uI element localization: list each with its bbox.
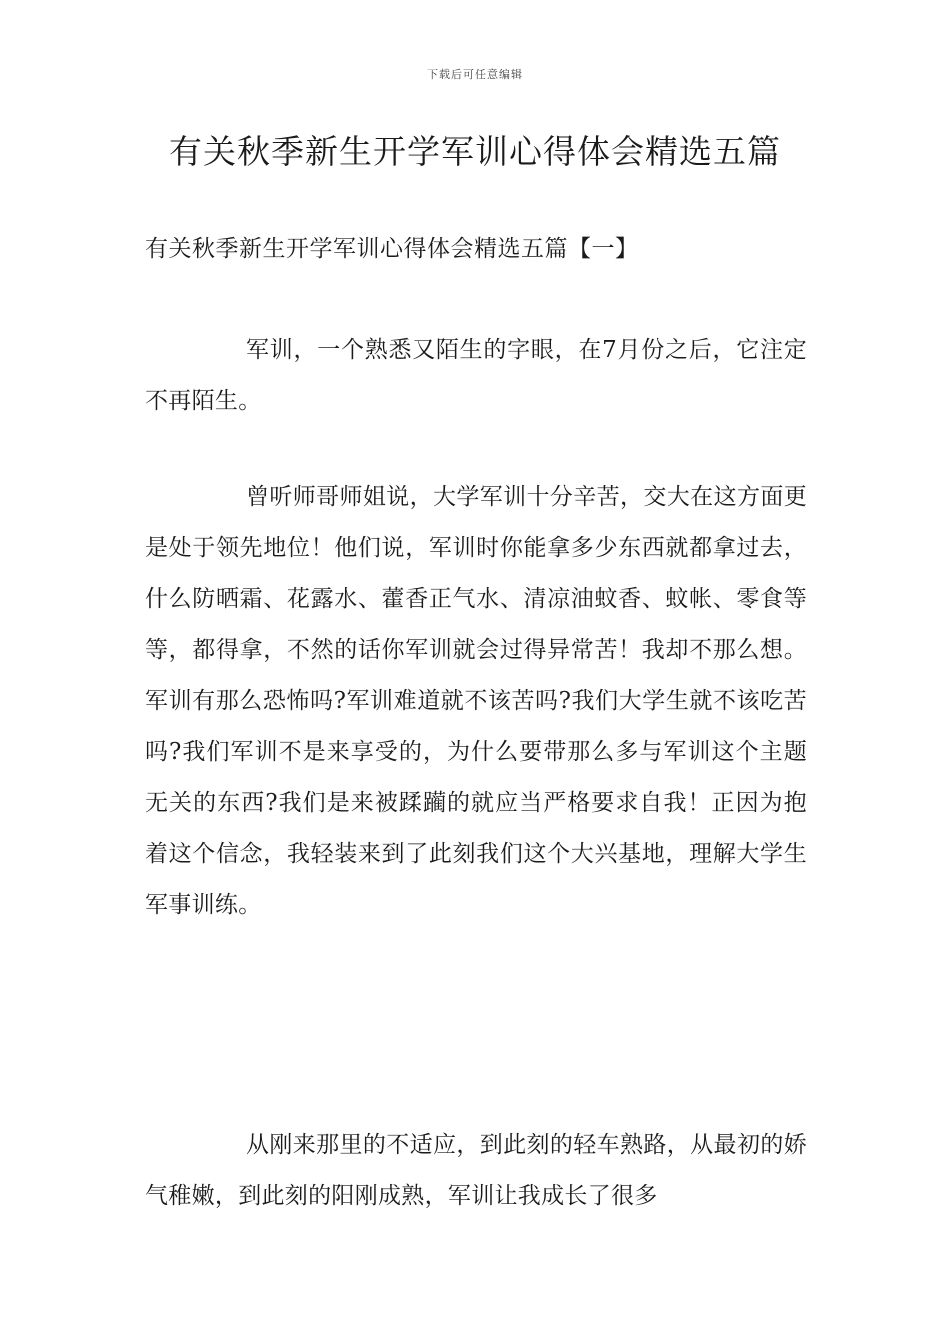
paragraph: 曾听师哥师姐说，大学军训十分辛苦，交大在这方面更是处于领先地位！他们说，军训时你能拿多少东西就都拿过去，什么防晒霜、花露水、藿香正气水、清凉油蚊香、蚊帐、零食等等，都得拿，不然的话你军训就会过得异常苦！我却不那么想。军训有那么恐怖吗?军训难道就不该苦吗?我们大学生就不该吃苦吗?我们军训不是来享受的，为什么要带那么多与军训这个主题无关的东西?我们是来被蹂躏的就应当严格要求自我！正因为抱着这个信念，我轻装来到了此刻我们这个大兴基地，理解大学生军事训练。 [145, 484, 807, 918]
header-note: 下载后可任意编辑 [427, 68, 523, 81]
section-heading: 有关秋季新生开学军训心得体会精选五篇【一】 [145, 236, 639, 262]
paragraph: 从刚来那里的不适应，到此刻的轻车熟路，从最初的娇气稚嫩，到此刻的阳刚成熟，军训让我成长了很多 [145, 1132, 807, 1209]
document-title: 有关秋季新生开学军训心得体会精选五篇 [169, 132, 781, 171]
paragraph: 军训，一个熟悉又陌生的字眼，在7月份之后，它注定不再陌生。 [145, 337, 807, 414]
